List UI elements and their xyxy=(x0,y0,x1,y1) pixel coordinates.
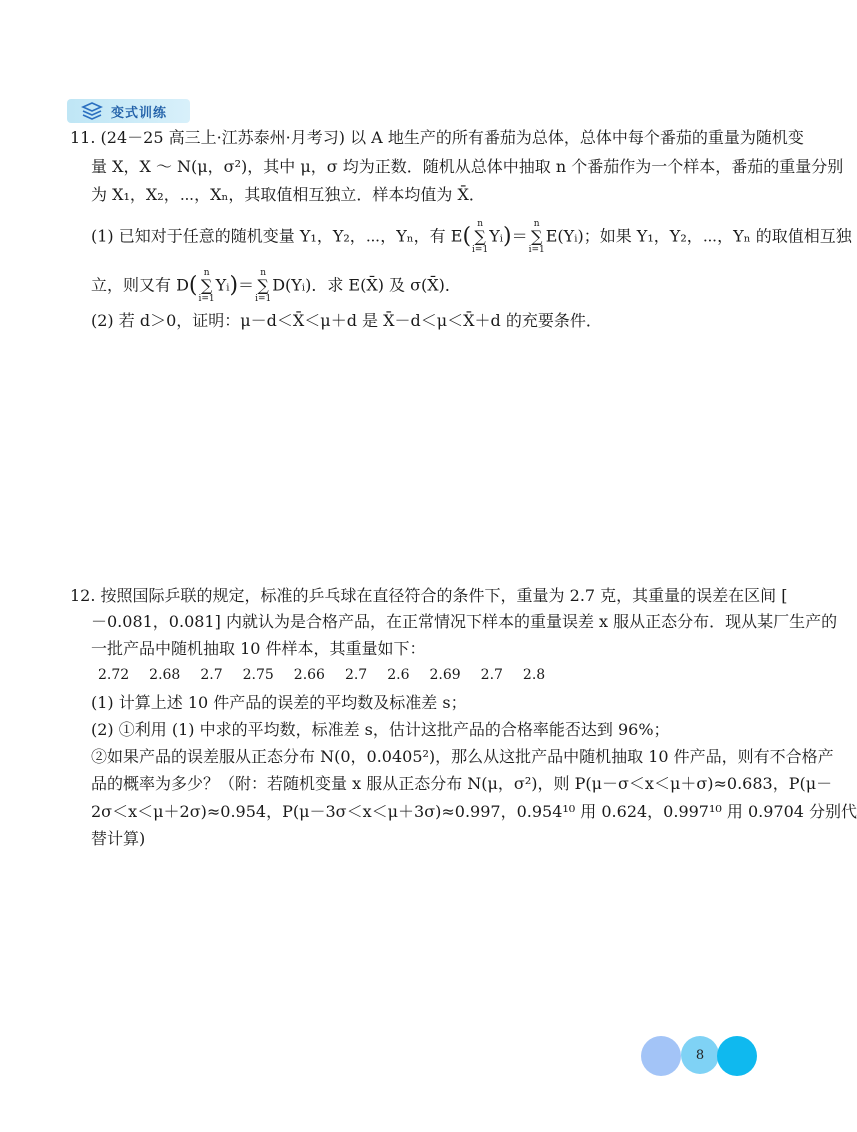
summation-symbol-2: n ∑ i=1 xyxy=(528,219,545,255)
sum-lower-4: i=1 xyxy=(255,294,272,304)
summation-symbol-3: n ∑ i=1 xyxy=(198,268,215,304)
weight-value: 2.66 xyxy=(293,667,325,683)
weight-value: 2.75 xyxy=(242,667,274,683)
section-banner-label: 变式训练 xyxy=(111,105,168,121)
problem-11-part-2: (2) 若 d＞0，证明：μ－d＜X̄＜μ＋d 是 X̄－d＜μ＜X̄＋d 的充要条件． xyxy=(91,311,602,330)
weight-value: 2.7 xyxy=(200,667,223,683)
problem-11-line-3: 为 X₁，X₂，⋯，Xₙ，其取值相互独立．样本均值为 X̄． xyxy=(91,185,485,204)
weight-value: 2.72 xyxy=(98,667,130,683)
weight-value: 2.69 xyxy=(429,667,461,683)
problem-12-part-1: (1) 计算上述 10 件产品的误差的平均数及标准差 s； xyxy=(91,693,467,712)
sum-upper-3: n xyxy=(203,268,210,278)
open-paren: ( xyxy=(462,224,472,249)
problem-11-number: 11. xyxy=(70,128,96,147)
open-paren-2: ( xyxy=(188,273,198,298)
problem-12-part-2-2-line-a: ②如果产品的误差服从正态分布 N(0，0.0405²)，那么从这批产品中随机抽取 10 件产品，则有不合格产 xyxy=(91,747,834,766)
part-1-text-b: Yᵢ xyxy=(489,226,503,246)
weight-value: 2.7 xyxy=(344,667,368,683)
problem-12-line-2: －0.081，0.081] 内就认为是合格产品，在正常情况下样本的重量误差 x 服从正态分布．现从某厂生产的 xyxy=(91,612,838,631)
page-decoration-circle-right xyxy=(717,1036,757,1076)
part-1-text-a: (1) 已知对于任意的随机变量 Y₁，Y₂，⋯，Yₙ，有 E xyxy=(91,226,463,246)
problem-12-line-3: 一批产品中随机抽取 10 件样本，其重量如下： xyxy=(91,639,426,658)
sum-lower: i=1 xyxy=(472,245,489,255)
summation-symbol-4: n ∑ i=1 xyxy=(255,268,272,304)
weight-value: 2.6 xyxy=(387,667,410,683)
problem-11-line-2: 量 X，X ～ N(μ，σ²)，其中 μ，σ 均为正数．随机从总体中抽取 n 个番茄作为一个样本，番茄的重量分别 xyxy=(91,157,844,176)
problem-12-line-1 xyxy=(70,586,788,606)
part-1-line-2-text-b: Yᵢ xyxy=(215,275,230,295)
problem-12-number: 12. xyxy=(70,586,96,605)
sum-lower-2: i=1 xyxy=(528,245,545,255)
problem-12-part-2-2-line-b: 品的概率为多少？（附：若随机变量 x 服从正态分布 N(μ，σ²)，则 P(μ－σ＜x＜μ＋σ)≈0.683，P(μ－ xyxy=(91,774,833,793)
sum-upper-2: n xyxy=(533,219,540,229)
page-number-badge xyxy=(681,1036,719,1074)
problem-11-text-1: (24－25 高三上·江苏泰州·月考习) 以 A 地生产的所有番茄为总体，总体中每个番茄的重量为随机变 xyxy=(100,128,804,147)
problem-12-part-2-2-line-c: 2σ＜x＜μ＋2σ)≈0.954，P(μ－3σ＜x＜μ＋3σ)≈0.997，0.954¹⁰ 用 0.624，0.997¹⁰ 用 0.9704 分别代 xyxy=(91,802,857,821)
weight-value: 2.7 xyxy=(480,667,503,683)
close-paren: ) xyxy=(502,224,512,249)
problem-11-part-1-line-2 xyxy=(91,268,461,304)
summation-symbol: n ∑ i=1 xyxy=(472,219,489,255)
page-decoration-circle-left xyxy=(641,1036,681,1076)
part-1-equals: ＝ xyxy=(511,226,528,246)
problem-11-part-1-line-1 xyxy=(91,219,852,255)
close-paren-2: ) xyxy=(229,273,239,298)
weight-value: 2.8 xyxy=(522,667,546,683)
section-banner xyxy=(67,99,190,123)
part-1-line-2-equals: ＝ xyxy=(238,275,255,295)
stack-layers-icon xyxy=(81,101,103,121)
weight-value: 2.68 xyxy=(149,667,181,683)
part-1-text-d: E(Yᵢ)；如果 Y₁，Y₂，⋯，Yₙ 的取值相互独 xyxy=(545,226,852,246)
problem-12-part-2-1: (2) ①利用 (1) 中求的平均数，标准差 s，估计这批产品的合格率能否达到 96%； xyxy=(91,720,670,739)
problem-12-text-1: 按照国际乒联的规定，标准的乒乓球在直径符合的条件下，重量为 2.7 克，其重量的误差在区间 [ xyxy=(100,586,788,605)
weights-row xyxy=(98,667,565,683)
sum-upper: n xyxy=(477,219,484,229)
part-1-line-2-text-d: D(Yᵢ)．求 E(X̄) 及 σ(X̄)． xyxy=(272,275,461,295)
part-1-line-2-text-a: 立，则又有 D xyxy=(91,275,189,295)
page-number: 8 xyxy=(695,1047,705,1063)
sum-lower-3: i=1 xyxy=(198,294,215,304)
problem-12-part-2-2-line-d: 替计算) xyxy=(91,829,146,848)
problem-11-line-1 xyxy=(70,128,804,148)
sum-upper-4: n xyxy=(260,268,267,278)
